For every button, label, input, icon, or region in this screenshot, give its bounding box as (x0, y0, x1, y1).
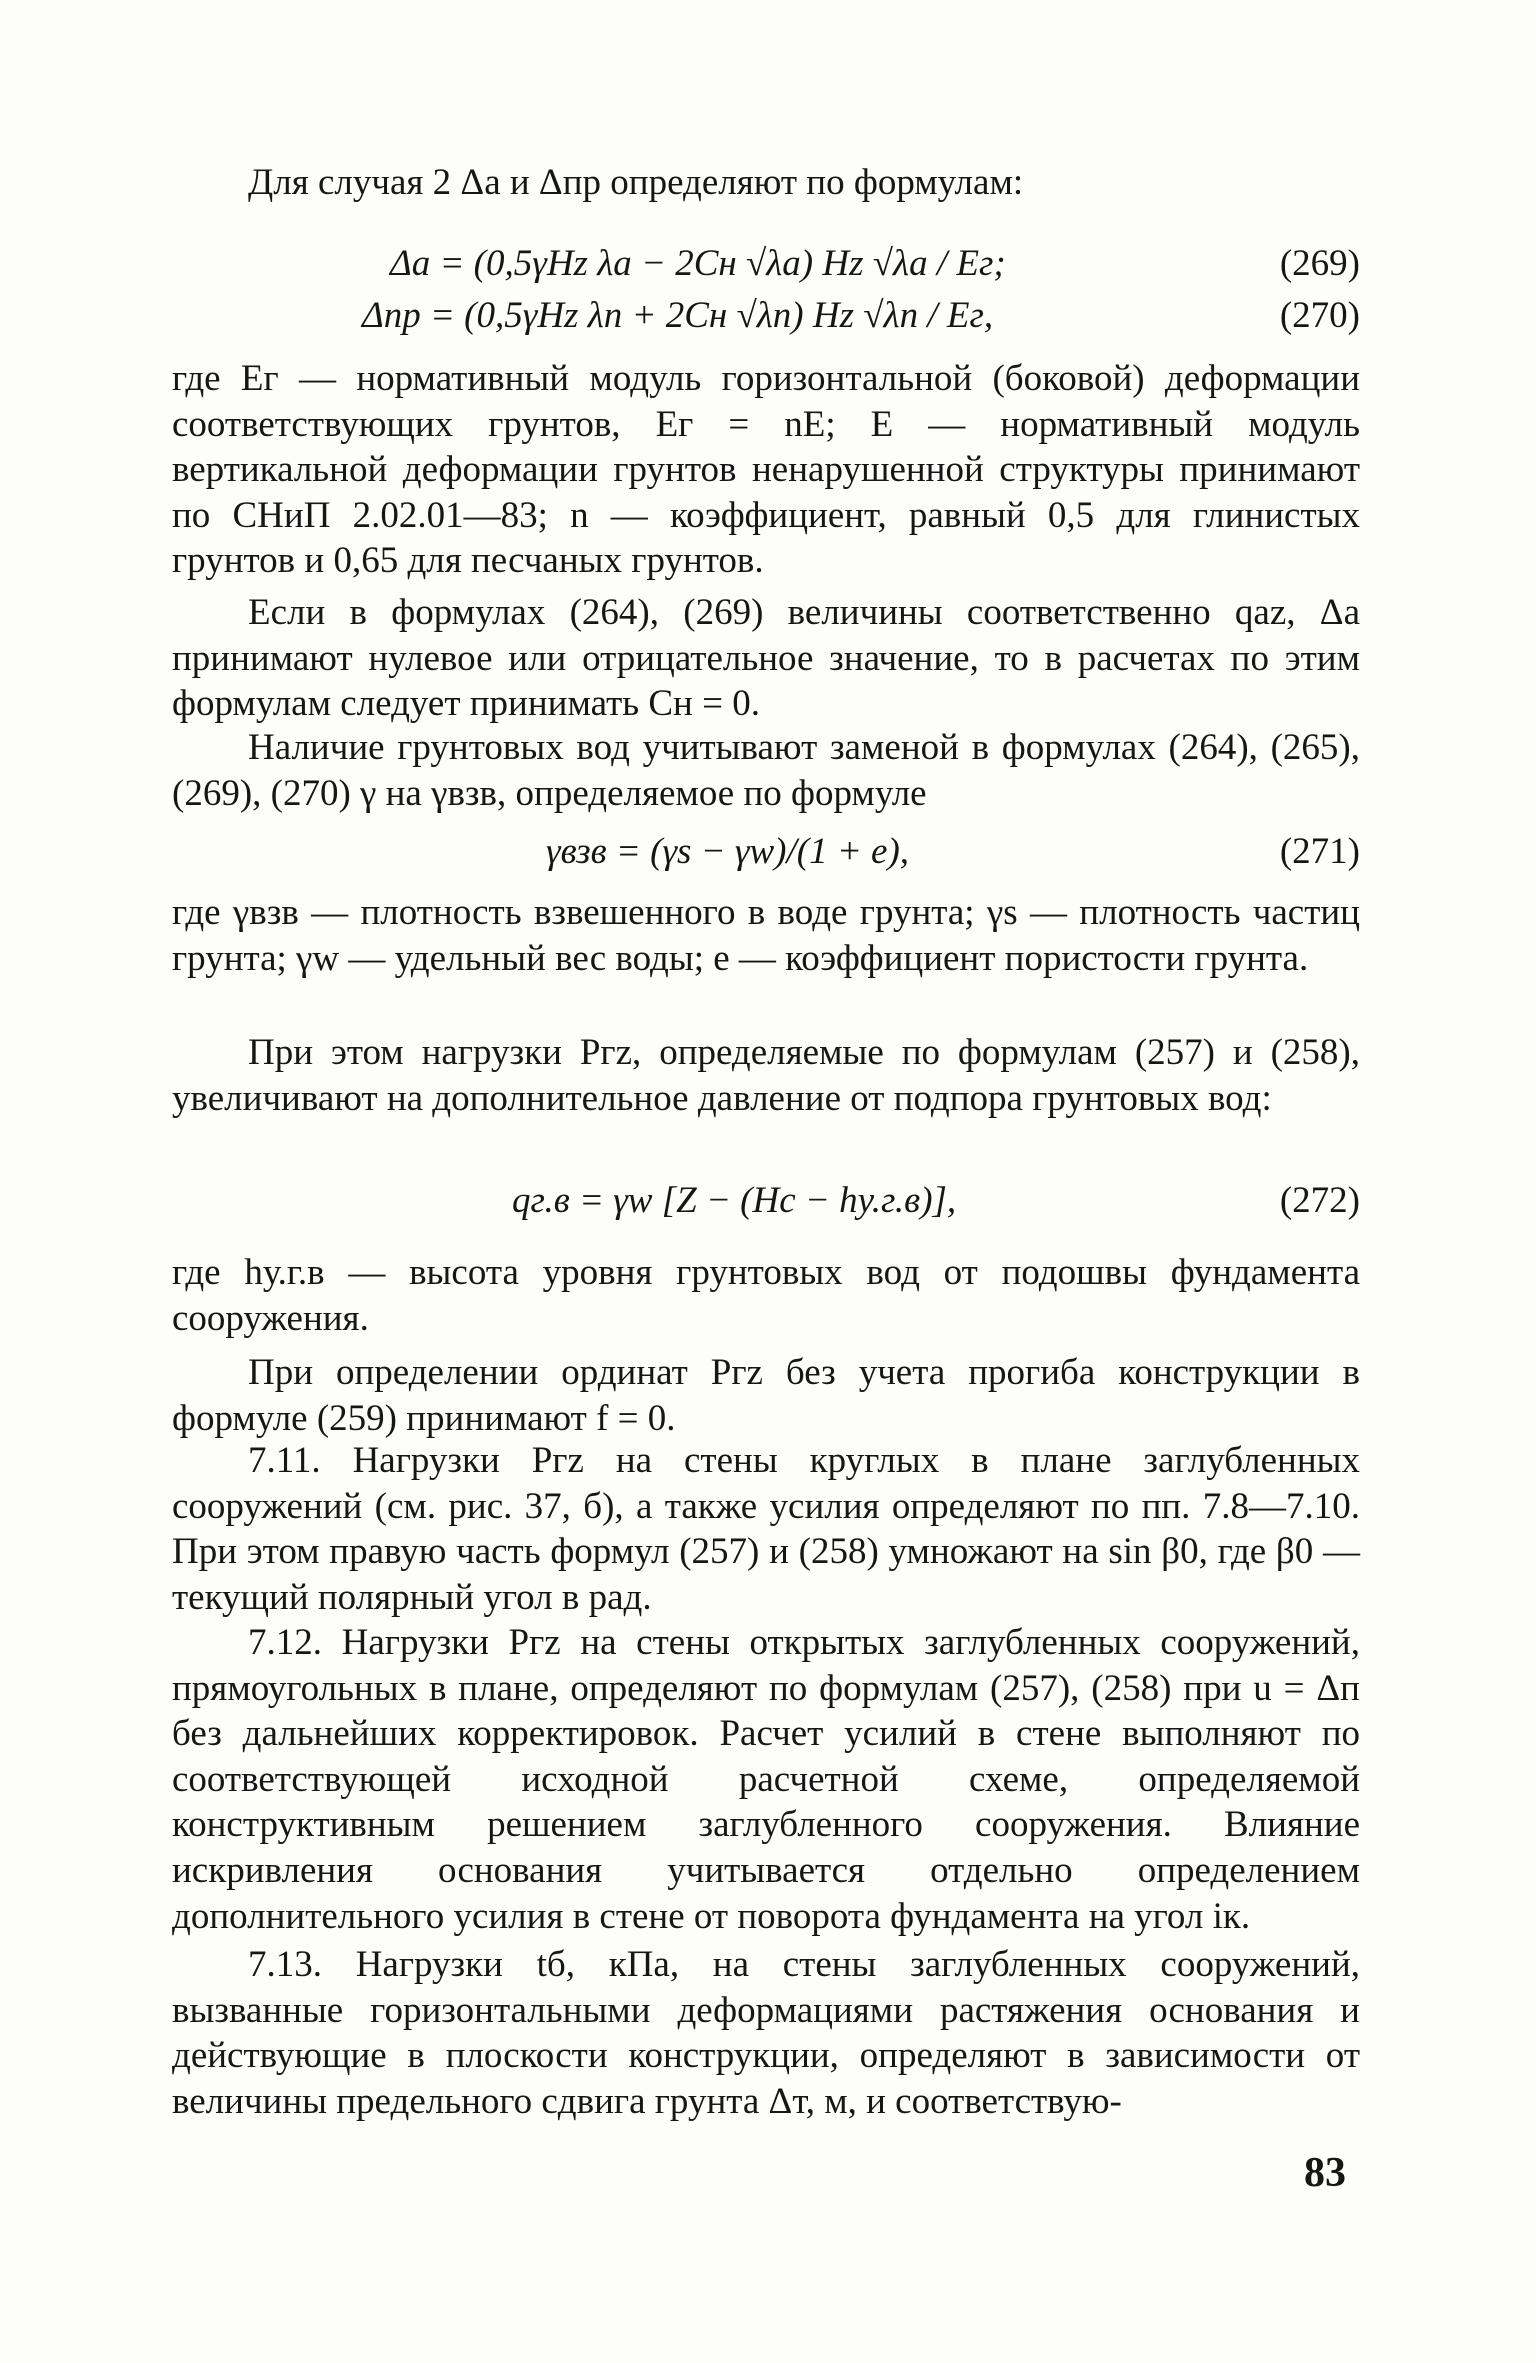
equation-271 (172, 828, 1360, 876)
equation-269 (172, 240, 1360, 288)
equation-272 (172, 1177, 1360, 1225)
equation-number: (271) (1279, 831, 1360, 872)
equation-270 (172, 292, 1360, 340)
paragraph-loads-pz: При этом нагрузки Pгz, определяемые по формулам (257) и (258), увеличивают на дополнительное давление от подпора грунтовых вод: (172, 1032, 1360, 1119)
equation-number: (272) (1279, 1180, 1360, 1221)
page-number: 83 (1304, 2150, 1346, 2196)
paragraph-ordinates: При определении ординат Pгz без учета прогиба конструкции в формуле (259) принимают f = 0. (172, 1352, 1360, 1439)
equation-number: (269) (1279, 243, 1360, 284)
paragraph-where-eg: где Eг — нормативный модуль горизонтальной (боковой) деформации соответствующих грунтов, Eг = nE; E — нормативный модуль вертикальной деформации грунтов ненарушенной структуры принимают по СНиП 2.02.01—83; n — коэффициент, равный 0,5 для глинистых грунтов и 0,65 для песчаных грунтов. (172, 358, 1360, 582)
equation-formula: Δпр = (0,5γHz λп + 2Cн √λп) Hz √λп / Eг, (362, 295, 994, 336)
paragraph-where-h: где hу.г.в — высота уровня грунтовых вод от подошвы фундамента сооружения. (172, 1252, 1360, 1339)
equation-formula: γвзв = (γs − γw)/(1 + e), (546, 831, 910, 872)
equation-formula: qг.в = γw [Z − (Hc − hу.г.в)], (512, 1180, 957, 1221)
paragraph-7-12: 7.12. Нагрузки Pгz на стены открытых заглубленных сооружений, прямоугольных в плане, определяют по формулам (257), (258) при u = Δп без дальнейших корректировок. Расчет усилий в стене выполняют по соответствующей исходной расчетной схеме, определяемой конструктивным решением заглубленного сооружения. Влияние искривления основания учитывается отдельно определением дополнительного усилия в стене от поворота фундамента на угол iк. (172, 1622, 1360, 1937)
paragraph-where-gamma: где γвзв — плотность взвешенного в воде грунта; γs — плотность частиц грунта; γw — удельный вес воды; e — коэффициент пористости грунта. (172, 892, 1360, 979)
paragraph-7-13: 7.13. Нагрузки tб, кПа, на стены заглубленных сооружений, вызванные горизонтальными деформациями растяжения основания и действующие в плоскости конструкции, определяют в зависимости от величины предельного сдвига грунта Δт, м, и соответствую- (172, 1944, 1360, 2122)
paragraph-groundwater: Наличие грунтовых вод учитывают заменой в формулах (264), (265), (269), (270) γ на γвзв, определяемое по формуле (172, 727, 1360, 814)
equation-number: (270) (1279, 295, 1360, 336)
paragraph-if-formulas: Если в формулах (264), (269) величины соответственно qаz, Δа принимают нулевое или отрицательное значение, то в расчетах по этим формулам следует принимать Cн = 0. (172, 592, 1360, 725)
equation-formula: Δа = (0,5γHz λа − 2Cн √λа) Hz √λа / Eг; (390, 243, 1006, 284)
paragraph-intro: Для случая 2 Δа и Δпр определяют по формулам: (248, 162, 1024, 203)
paragraph-7-11: 7.11. Нагрузки Pгz на стены круглых в плане заглубленных сооружений (см. рис. 37, б), а также усилия определяют по пп. 7.8—7.10. При этом правую часть формул (257) и (258) умножают на sin β0, где β0 — текущий полярный угол в рад. (172, 1440, 1360, 1618)
